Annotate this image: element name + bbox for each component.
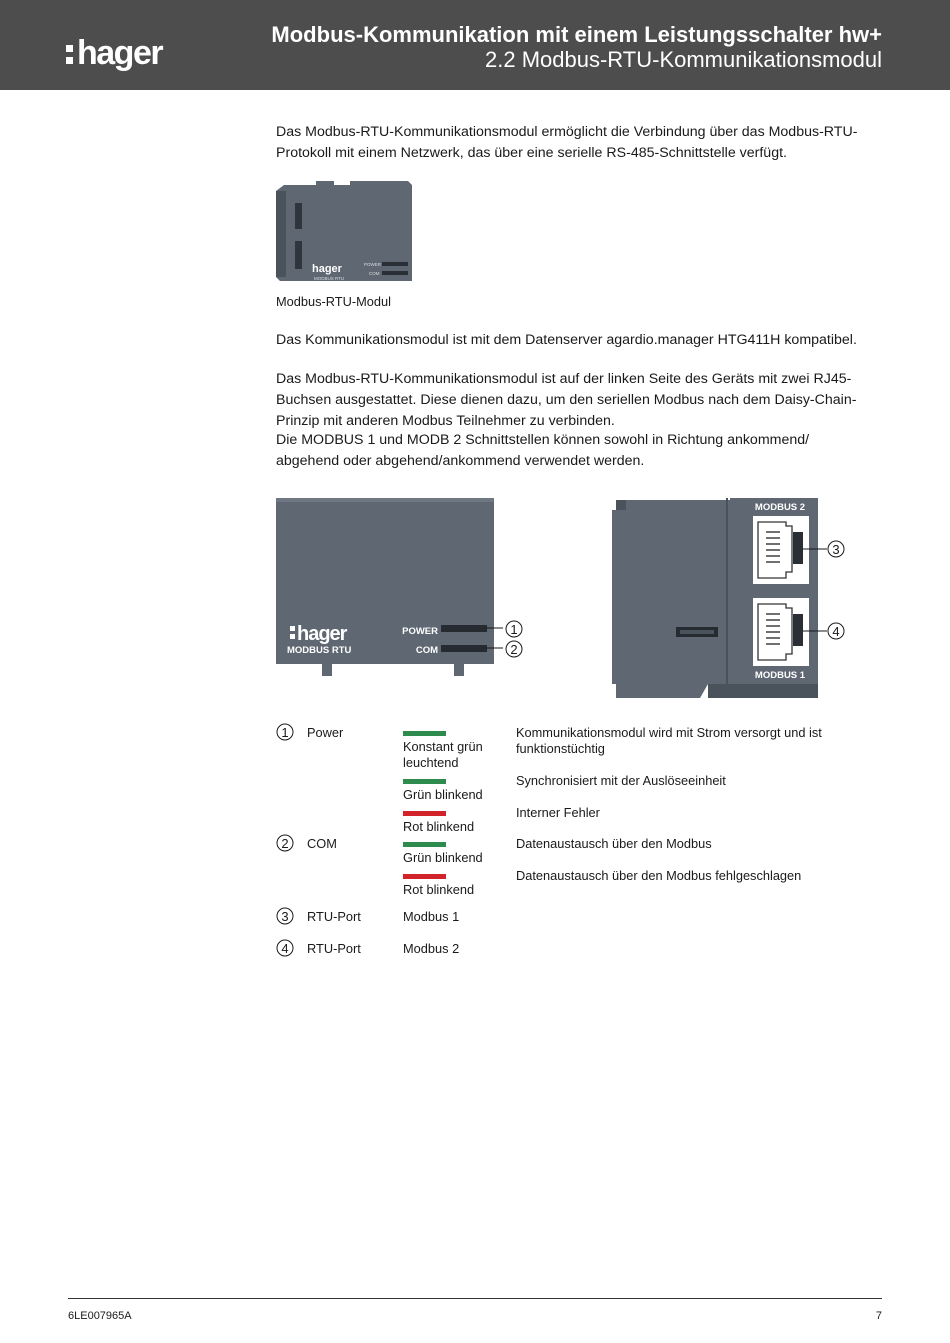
compatibility-paragraph: Das Kommunikationsmodul ist mit dem Datenserver agardio.manager HTG411H kompatibel.	[276, 332, 857, 348]
svg-text:1: 1	[281, 725, 289, 740]
front-model-text: MODBUS RTU	[287, 645, 352, 656]
desc-powered: Kommunikationsmodul wird mit Strom versorgt und ist funktionstüchtig	[516, 725, 822, 756]
rj45-paragraph: Das Modbus-RTU-Kommunikationsmodul ist auf der linken Seite des Geräts mit zwei RJ45-Buchsen ausgestattet. Diese dienen dazu, um den seriellen Modbus nach dem Daisy-Chain-Prinzip mit anderen Modbus Teilnehmer zu verbinden.	[276, 371, 857, 429]
small-com-label: COM	[369, 271, 380, 276]
desc-data-exchange: Datenaustausch über den Modbus	[516, 836, 712, 851]
small-logo-text: hager	[312, 263, 342, 275]
figure-caption: Modbus-RTU-Modul	[276, 294, 391, 309]
callout-2: 2	[510, 642, 518, 657]
callout-4: 4	[832, 624, 840, 639]
state-green-blink-power: Grün blinkend	[403, 787, 483, 802]
state-constant-green: Konstant grün leuchtend	[403, 739, 483, 770]
modbus-rtu-module-image	[276, 181, 416, 287]
legend-number-3	[276, 907, 294, 925]
legend-com: COM	[307, 836, 337, 851]
small-power-label: POWER	[364, 262, 382, 267]
led-green-blink-com	[403, 842, 446, 847]
front-logo-text: hager	[297, 623, 347, 645]
module-side-view	[612, 496, 852, 700]
desc-internal-error: Interner Fehler	[516, 805, 600, 820]
legend-number-4	[276, 939, 294, 957]
page-number: 7	[875, 1310, 882, 1322]
led-green-blink	[403, 779, 446, 784]
front-power-label: POWER	[402, 626, 438, 637]
legend-rtu-port-3: RTU-Port	[307, 909, 361, 924]
small-model-text: MODBUS RTU	[314, 276, 345, 281]
port-label-modbus-1: MODBUS 1	[754, 670, 806, 681]
state-red-blink-power: Rot blinkend	[403, 819, 475, 834]
state-green-blink-com: Grün blinkend	[403, 850, 483, 865]
desc-data-exchange-failed: Datenaustausch über den Modbus fehlgeschlagen	[516, 868, 802, 883]
svg-text:3: 3	[281, 909, 289, 924]
page-header: hager Modbus-Kommunikation mit einem Leistungsschalter hw+ 2.2 Modbus-RTU-Kommunikationsmodul	[0, 0, 950, 90]
module-front-view	[276, 496, 536, 682]
ports-paragraph: Die MODBUS 1 und MODB 2 Schnittstellen können sowohl in Richtung ankommend/ abgehend oder abgehend/ankommend verwendet werden.	[276, 432, 810, 469]
callout-1: 1	[510, 622, 518, 637]
port-label-modbus-2: MODBUS 2	[754, 502, 806, 513]
callout-3: 3	[832, 542, 840, 557]
legend-rtu-port-4: RTU-Port	[307, 941, 361, 956]
led-green-constant	[403, 731, 446, 736]
front-com-label: COM	[415, 645, 438, 656]
desc-sync: Synchronisiert mit der Auslöseeinheit	[516, 773, 726, 788]
legend-number-1	[276, 723, 294, 741]
legend-modbus-2: Modbus 2	[403, 941, 460, 956]
footer-divider	[68, 1298, 882, 1299]
led-red-blink-com	[403, 874, 446, 879]
legend-number-2	[276, 834, 294, 852]
state-red-blink-com: Rot blinkend	[403, 882, 475, 897]
section-title: 2.2 Modbus-RTU-Kommunikationsmodul	[485, 47, 882, 72]
document-title: Modbus-Kommunikation mit einem Leistungsschalter hw+	[271, 22, 882, 47]
document-id: 6LE007965A	[68, 1310, 132, 1322]
legend-modbus-1: Modbus 1	[403, 909, 460, 924]
legend-power: Power	[307, 725, 344, 740]
svg-text:2: 2	[281, 836, 289, 851]
led-red-blink	[403, 811, 446, 816]
intro-paragraph: Das Modbus-RTU-Kommunikationsmodul ermöglicht die Verbindung über das Modbus-RTU-Protokoll mit einem Netzwerk, das über eine serielle RS-485-Schnittstelle verfügt.	[276, 124, 858, 161]
svg-text:4: 4	[281, 941, 289, 956]
